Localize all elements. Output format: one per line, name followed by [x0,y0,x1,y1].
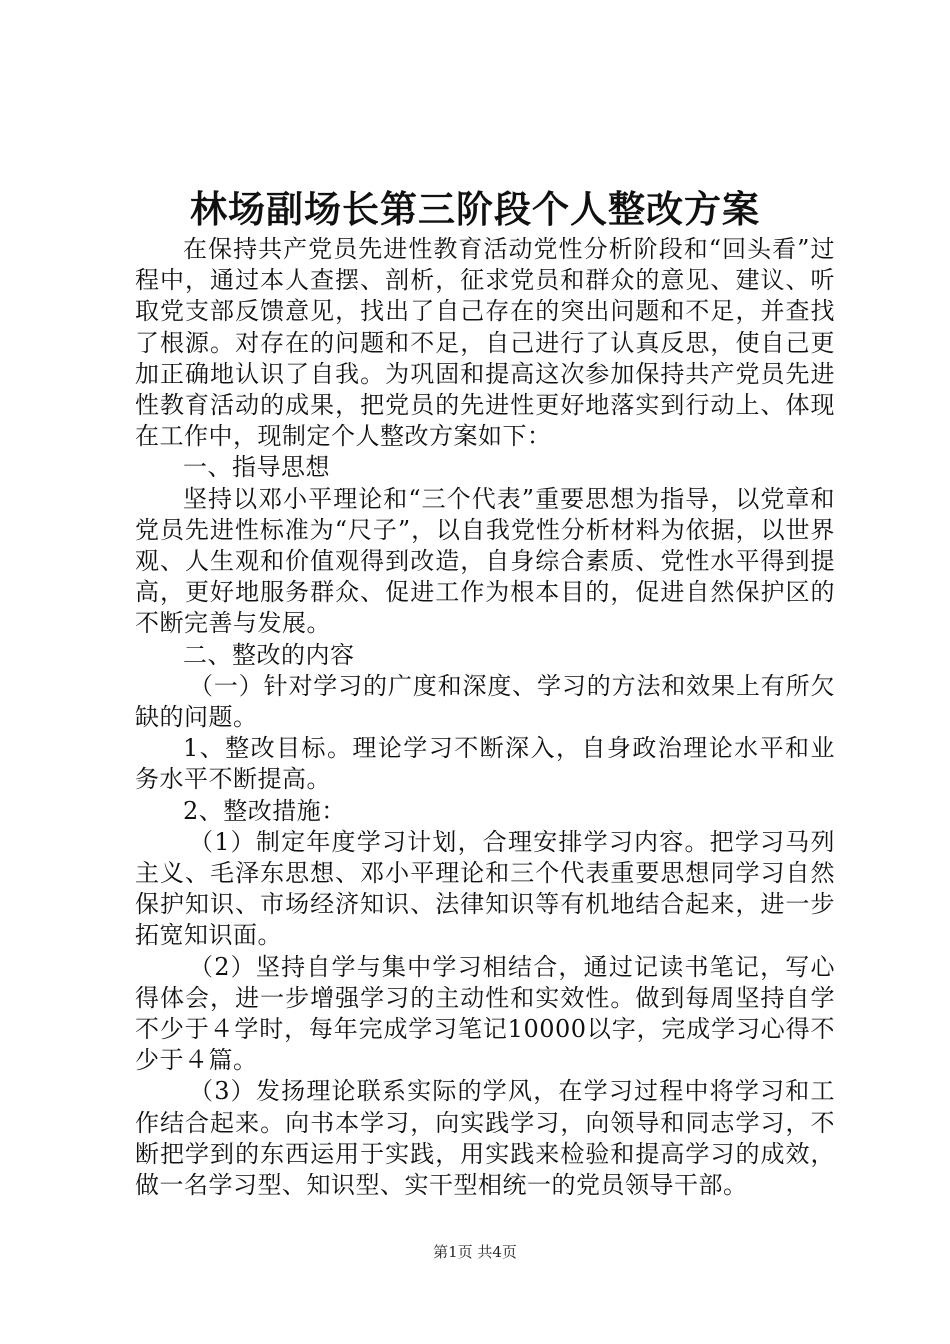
paragraph-measure-3: （3）发扬理论联系实际的学风，在学习过程中将学习和工作结合起来。向书本学习，向实践学习，向领导和同志学习，不断把学到的东西运用于实践，用实践来检验和提高学习的成效，做一名学习型、知识型、实干型相统一的党员领导干部。 [135,1077,835,1200]
paragraph-rectification-measures: 2、整改措施： [183,796,346,825]
paragraph-intro: 在保持共产党员先进性教育活动党性分析阶段和“回头看”过程中，通过本人查摆、剖析，征求党员和群众的意见、建议、听取党支部反馈意见，找出了自己存在的突出问题和不足，并查找了根源。对存在的问题和不足，自己进行了认真反思，使自己更加正确地认识了自我。为巩固和提高这次参加保持共产党员先进性教育活动的成果，把党员的先进性更好地落实到行动上、体现在工作中，现制定个人整改方案如下： [135,235,835,451]
heading-guiding-ideology: 一、指导思想 [183,453,330,482]
paragraph-measure-1: （1）制定年度学习计划，合理安排学习内容。把学习马列主义、毛泽东思想、邓小平理论和三个代表重要思想同学习自然保护知识、市场经济知识、法律知识等有机地结合起来，进一步拓宽知识面。 [135,827,835,950]
document-title: 林场副场长第三阶段个人整改方案 [190,187,760,231]
heading-rectification-content: 二、整改的内容 [183,640,355,669]
paragraph-measure-2: （2）坚持自学与集中学习相结合，通过记读书笔记，写心得体会，进一步增强学习的主动性和实效性。做到每周坚持自学不少于４学时，每年完成学习笔记10000以字，完成学习心得不少于４篇。 [135,952,835,1075]
paragraph-guiding-ideology: 坚持以邓小平理论和“三个代表”重要思想为指导，以党章和党员先进性标准为“尺子”，以自我党性分析材料为依据，以世界观、人生观和价值观得到改造，自身综合素质、党性水平得到提高，更好地服务群众、促进工作为根本目的，促进自然保护区的不断完善与发展。 [135,484,835,638]
document-body [135,234,835,1201]
page-footer: 第1页 共4页 [433,1243,517,1261]
paragraph-study-problem: （一）针对学习的广度和深度、学习的方法和效果上有所欠缺的问题。 [135,671,835,732]
paragraph-rectification-goal: 1、整改目标。理论学习不断深入，自身政治理论水平和业务水平不断提高。 [135,734,835,794]
